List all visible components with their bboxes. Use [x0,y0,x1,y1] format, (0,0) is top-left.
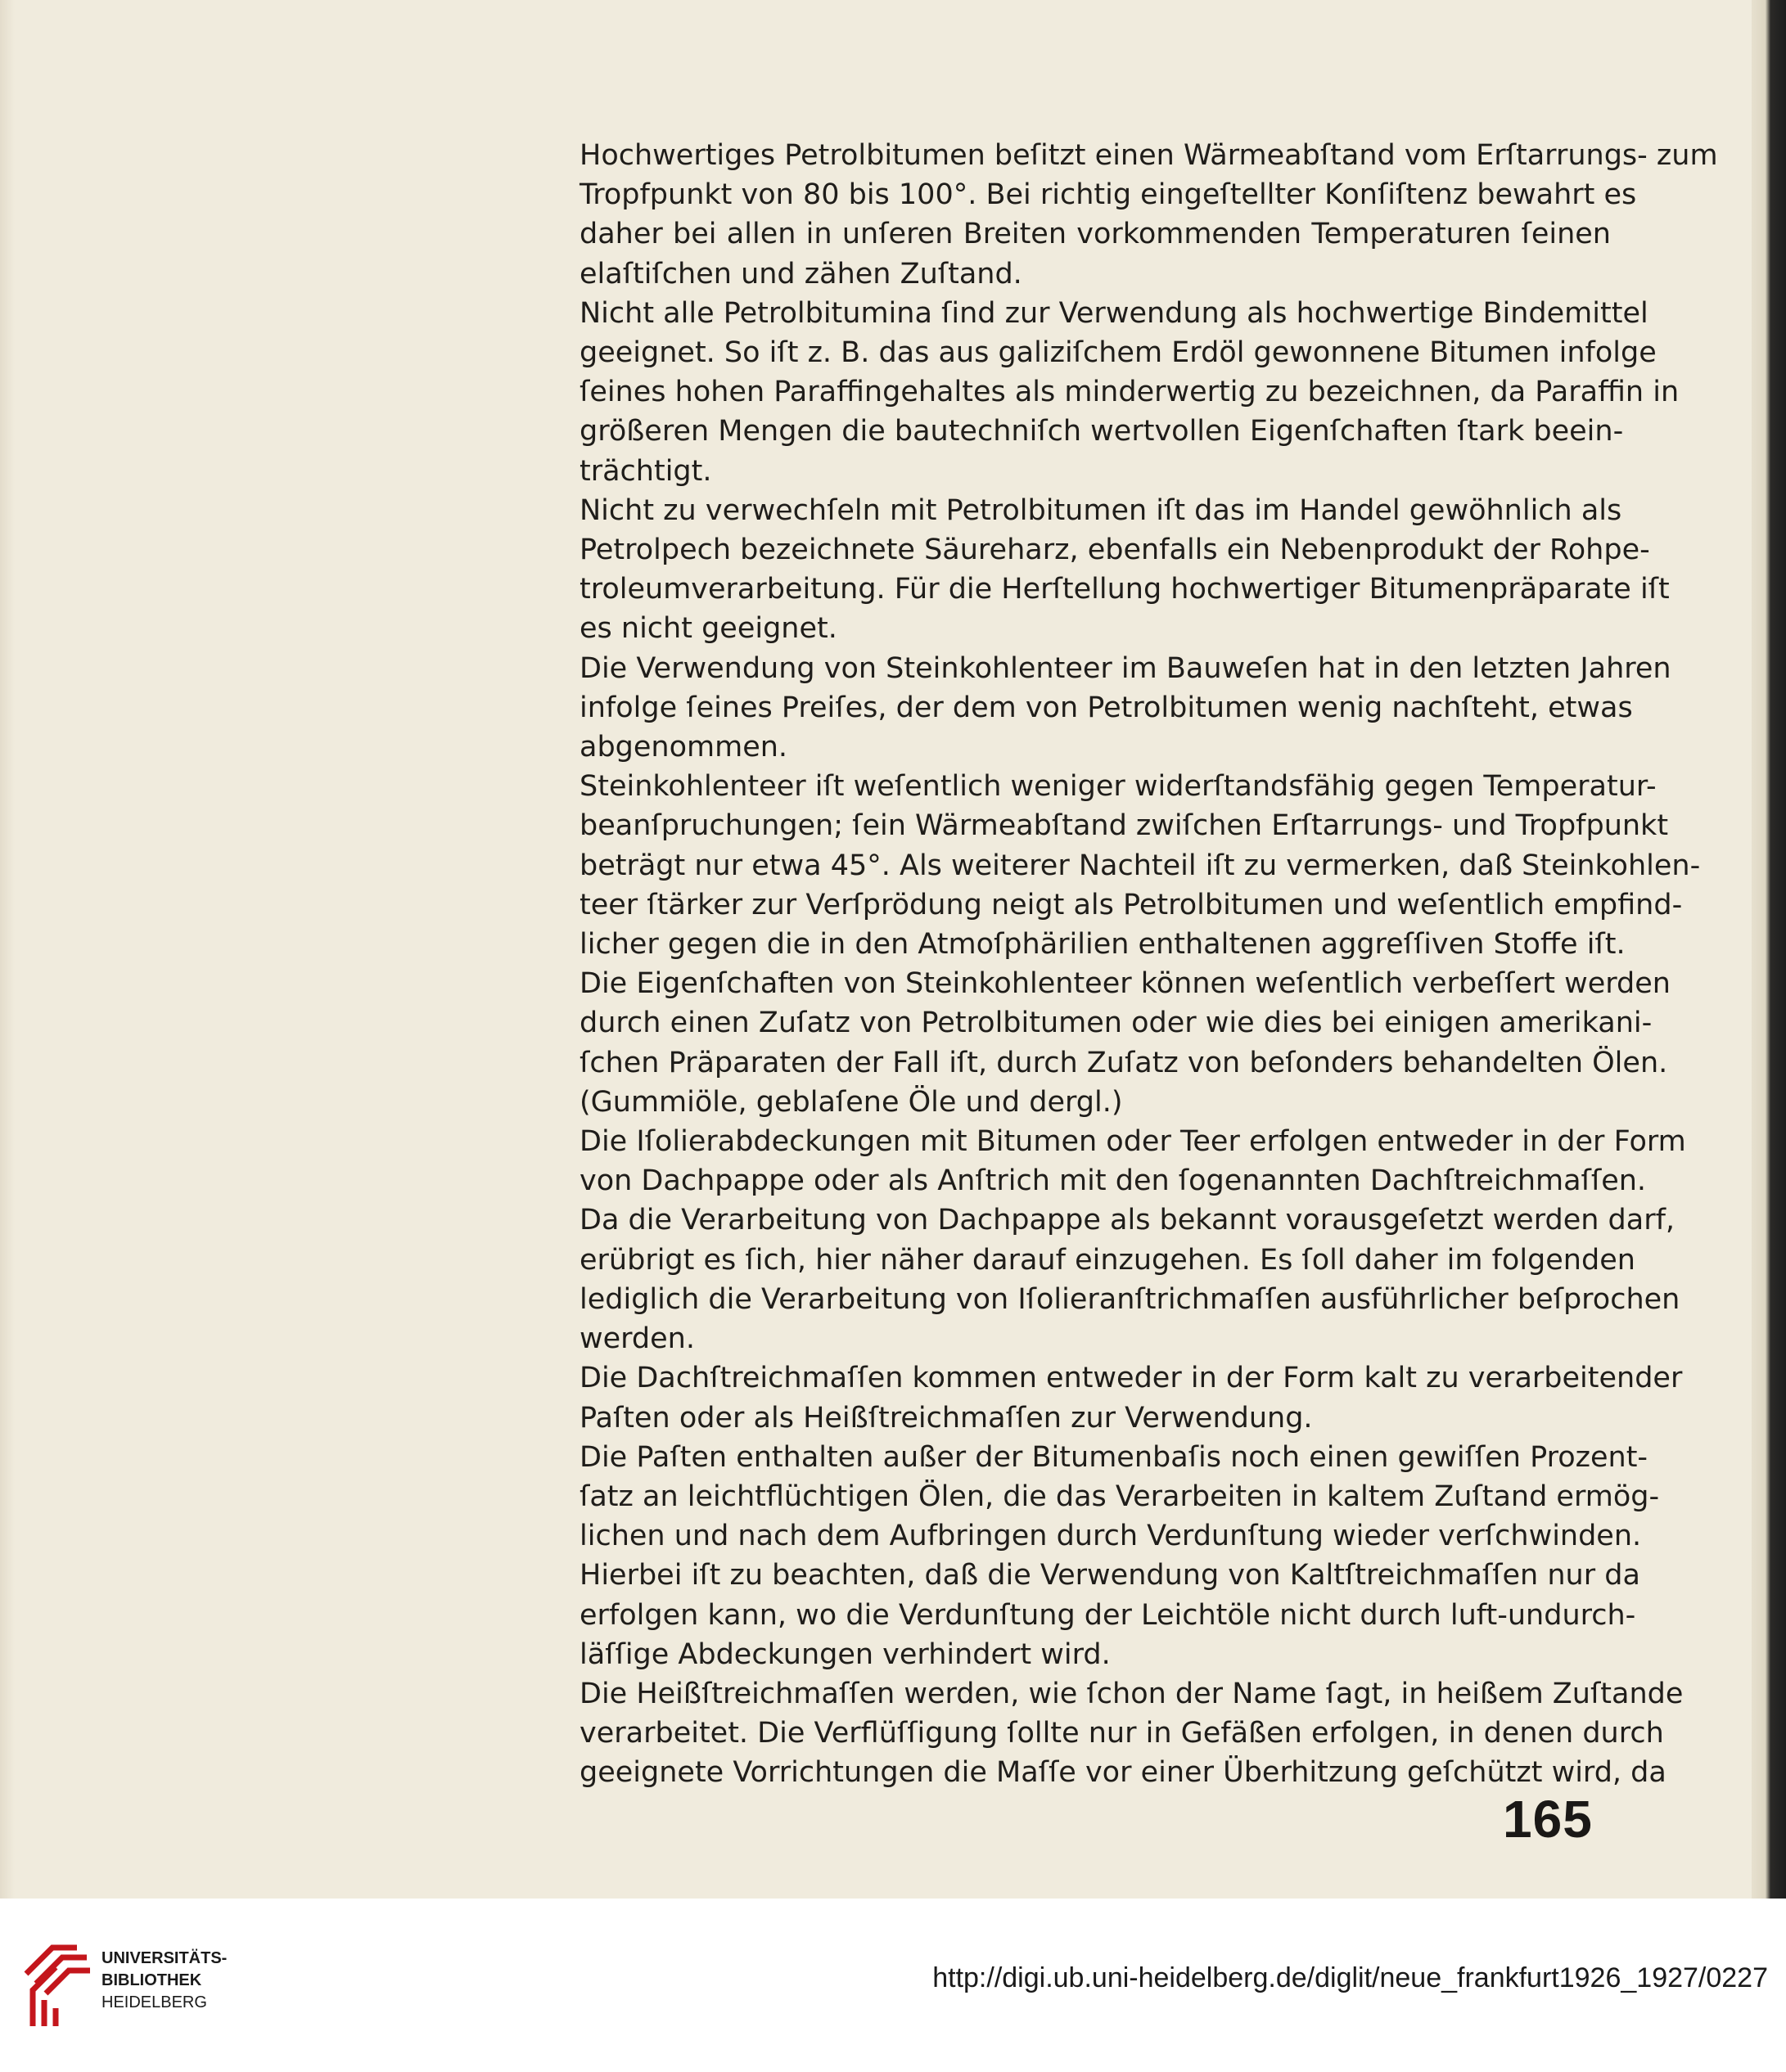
text-line: Die Eigenſchaften von Steinkohlenteer können weſentlich verbeſſert werden [580,967,1671,1001]
text-line: beträgt nur etwa 45°. Als weiterer Nachteil iſt zu vermerken, daß Steinkohlen- [580,849,1701,882]
text-line: ſchen Präparaten der Fall iſt, durch Zuſatz von beſonders behandelten Ölen. [580,1046,1668,1079]
text-line: lediglich die Verarbeitung von Iſolieranſtrichmaſſen ausführlicher beſprochen [580,1282,1680,1316]
text-line: werden. [580,1322,695,1356]
text-line: infolge ſeines Preiſes, der dem von Petrolbitumen wenig nachſteht, etwas [580,691,1633,724]
binding-edge [0,0,15,1899]
text-line: durch einen Zuſatz von Petrolbitumen oder wie dies bei einigen amerikani- [580,1007,1653,1040]
text-line: Tropfpunkt von 80 bis 100°. Bei richtig eingeſtellter Konſiſtenz bewahrt es [580,178,1637,212]
text-line: ſeines hohen Paraffingehaltes als minderwertig zu bezeichnen, da Paraffin in [580,376,1680,409]
text-line: (Gummiöle, geblaſene Öle und dergl.) [580,1085,1123,1119]
page-edge-shadow [1752,0,1786,1899]
text-line: Die Dachſtreichmaſſen kommen entweder in der Form kalt zu verarbeitender [580,1362,1683,1395]
text-line: licher gegen die in den Atmoſphärilien enthaltenen aggreſſiven Stoffe iſt. [580,928,1626,962]
library-name-line: BIBLIOTHEK [101,1971,202,1989]
text-line: Paſten oder als Heißſtreichmaſſen zur Verwendung. [580,1401,1313,1435]
text-line: trächtigt. [580,454,712,488]
text-line: elaſtiſchen und zähen Zuſtand. [580,257,1022,291]
text-line: Steinkohlenteer iſt weſentlich weniger widerſtandsfähig gegen Temperatur- [580,770,1657,804]
text-line: Nicht zu verwechſeln mit Petrolbitumen iſt das im Handel gewöhnlich als [580,493,1622,527]
permalink-url[interactable]: http://digi.ub.uni-heidelberg.de/diglit/neue_frankfurt1926_1927/0227 [932,1962,1768,1993]
text-line: es nicht geeignet. [580,612,837,646]
text-line: Die Iſolierabdeckungen mit Bitumen oder Teer erfolgen entweder in der Form [580,1125,1686,1159]
text-line: erfolgen kann, wo die Verdunſtung der Leichtöle nicht durch luft-undurch- [580,1598,1636,1632]
text-line: Die Paſten enthalten außer der Bitumenbaſis noch einen gewiſſen Prozent- [580,1440,1648,1474]
text-line: geeignete Vorrichtungen die Maſſe vor einer Überhitzung geſchützt wird, da [580,1756,1666,1790]
text-line: Petrolpech bezeichnete Säureharz, ebenfalls ein Nebenprodukt der Rohpe- [580,534,1650,567]
text-line: ſatz an leichtflüchtigen Ölen, die das Verarbeiten in kaltem Zuſtand ermög- [580,1480,1660,1513]
text-line: Die Heißſtreichmaſſen werden, wie ſchon der Name ſagt, in heißem Zuſtande [580,1677,1684,1710]
text-line: Hierbei iſt zu beachten, daß die Verwendung von Kaltſtreichmaſſen nur da [580,1559,1640,1592]
text-line: von Dachpappe oder als Anſtrich mit den ſogenannten Dachſtreichmaſſen. [580,1164,1647,1198]
text-line: geeignet. So iſt z. B. das aus galiziſchem Erdöl gewonnene Bitumen infolge [580,336,1657,370]
text-line: daher bei allen in unſeren Breiten vorkommenden Temperaturen ſeinen [580,218,1611,251]
text-line: Da die Verarbeitung von Dachpappe als bekannt vorausgeſetzt werden darf, [580,1204,1676,1237]
library-name-line: UNIVERSITÄTS- [101,1949,228,1967]
library-logo-icon [20,1941,95,2033]
text-line: lichen und nach dem Aufbringen durch Verdunſtung wieder verſchwinden. [580,1520,1642,1553]
library-name [101,1948,227,2014]
text-line: Nicht alle Petrolbitumina ſind zur Verwendung als hochwertige Bindemittel [580,296,1648,330]
library-name-line: HEIDELBERG [101,1993,207,2011]
page-number: 165 [1503,1790,1593,1849]
text-line: abgenommen. [580,731,788,764]
text-line: troleumverarbeitung. Für die Herſtellung hochwertiger Bitumenpräparate iſt [580,573,1670,606]
body-text [580,136,1718,1793]
text-line: läſſige Abdeckungen verhindert wird. [580,1637,1111,1671]
text-line: erübrigt es ſich, hier näher darauf einzugehen. Es ſoll daher im folgenden [580,1243,1635,1277]
text-line: größeren Mengen die bautechniſch wertvollen Eigenſchaften ſtark beein- [580,415,1624,448]
text-line: Hochwertiges Petrolbitumen beſitzt einen Wärmeabſtand vom Erſtarrungs- zum [580,139,1718,172]
text-line: Die Verwendung von Steinkohlenteer im Bauweſen hat in den letzten Jahren [580,651,1671,685]
text-line: beanſpruchungen; ſein Wärmeabſtand zwiſchen Erſtarrungs- und Tropfpunkt [580,809,1669,843]
text-line: teer ſtärker zur Verſprödung neigt als Petrolbitumen und weſentlich empfind- [580,888,1683,921]
text-line: verarbeitet. Die Verflüſſigung ſollte nur in Gefäßen erfolgen, in denen durch [580,1717,1664,1750]
